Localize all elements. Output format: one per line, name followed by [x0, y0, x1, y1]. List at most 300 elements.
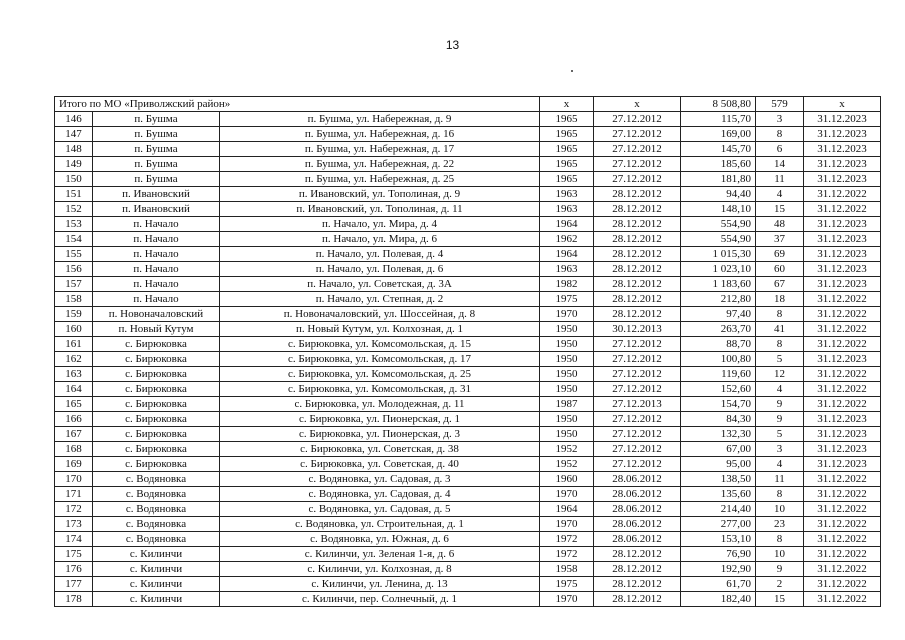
- area-cell: 95,00: [681, 457, 756, 472]
- deadline-cell: 31.12.2023: [804, 217, 881, 232]
- address-cell: с. Бирюковка, ул. Советская, д. 38: [220, 442, 540, 457]
- address-cell: с. Килинчи, ул. Колхозная, д. 8: [220, 562, 540, 577]
- table-row: [55, 112, 881, 127]
- residents-count-cell: 8: [756, 307, 804, 322]
- area-cell: 135,60: [681, 487, 756, 502]
- deadline-cell: 31.12.2022: [804, 472, 881, 487]
- year-built-cell: 1950: [540, 367, 594, 382]
- year-built-cell: 1972: [540, 547, 594, 562]
- year-built-cell: 1965: [540, 142, 594, 157]
- residents-count-cell: 60: [756, 262, 804, 277]
- deadline-cell: 31.12.2023: [804, 262, 881, 277]
- deadline-cell: 31.12.2022: [804, 562, 881, 577]
- residents-count-cell: 10: [756, 502, 804, 517]
- row-number-cell: 162: [55, 352, 93, 367]
- area-cell: 185,60: [681, 157, 756, 172]
- locality-cell: с. Водяновка: [93, 487, 220, 502]
- year-built-cell: 1960: [540, 472, 594, 487]
- deadline-cell: 31.12.2022: [804, 307, 881, 322]
- area-cell: 138,50: [681, 472, 756, 487]
- table-row: [55, 262, 881, 277]
- year-built-cell: 1963: [540, 202, 594, 217]
- deadline-cell: 31.12.2022: [804, 502, 881, 517]
- year-built-cell: 1965: [540, 112, 594, 127]
- residents-count-cell: 8: [756, 487, 804, 502]
- locality-cell: п. Бушма: [93, 157, 220, 172]
- table-row: [55, 562, 881, 577]
- row-number-cell: 160: [55, 322, 93, 337]
- area-cell: 263,70: [681, 322, 756, 337]
- deadline-cell: 31.12.2022: [804, 547, 881, 562]
- address-cell: с. Водяновка, ул. Садовая, д. 5: [220, 502, 540, 517]
- address-cell: п. Бушма, ул. Набережная, д. 16: [220, 127, 540, 142]
- area-cell: 76,90: [681, 547, 756, 562]
- table-row: [55, 142, 881, 157]
- table-row: [55, 442, 881, 457]
- residents-count-cell: 9: [756, 562, 804, 577]
- recognition-date-cell: 28.12.2012: [594, 232, 681, 247]
- recognition-date-cell: 27.12.2012: [594, 337, 681, 352]
- row-number-cell: 172: [55, 502, 93, 517]
- deadline-cell: 31.12.2022: [804, 187, 881, 202]
- area-cell: 94,40: [681, 187, 756, 202]
- deadline-cell: 31.12.2022: [804, 577, 881, 592]
- locality-cell: с. Водяновка: [93, 532, 220, 547]
- row-number-cell: 176: [55, 562, 93, 577]
- area-cell: 182,40: [681, 592, 756, 607]
- table-row: [55, 307, 881, 322]
- locality-cell: с. Килинчи: [93, 592, 220, 607]
- recognition-date-cell: 27.12.2013: [594, 397, 681, 412]
- year-built-cell: 1975: [540, 292, 594, 307]
- recognition-date-cell: 28.12.2012: [594, 547, 681, 562]
- year-built-cell: 1950: [540, 337, 594, 352]
- locality-cell: с. Килинчи: [93, 577, 220, 592]
- table-row: [55, 457, 881, 472]
- recognition-date-cell: 27.12.2012: [594, 112, 681, 127]
- table-row: [55, 322, 881, 337]
- residents-count-cell: 23: [756, 517, 804, 532]
- recognition-date-cell: 27.12.2012: [594, 382, 681, 397]
- row-number-cell: 161: [55, 337, 93, 352]
- year-built-cell: 1952: [540, 457, 594, 472]
- recognition-date-cell: 28.12.2012: [594, 592, 681, 607]
- locality-cell: с. Водяновка: [93, 502, 220, 517]
- residents-count-cell: 15: [756, 592, 804, 607]
- address-cell: с. Бирюковка, ул. Пионерская, д. 1: [220, 412, 540, 427]
- deadline-cell: 31.12.2022: [804, 202, 881, 217]
- deadline-cell: 31.12.2023: [804, 247, 881, 262]
- area-cell: 97,40: [681, 307, 756, 322]
- locality-cell: п. Бушма: [93, 172, 220, 187]
- residents-count-cell: 48: [756, 217, 804, 232]
- address-cell: п. Ивановский, ул. Тополиная, д. 11: [220, 202, 540, 217]
- year-built-cell: 1950: [540, 382, 594, 397]
- residents-count-cell: 41: [756, 322, 804, 337]
- deadline-cell: 31.12.2022: [804, 397, 881, 412]
- recognition-date-cell: 28.12.2012: [594, 217, 681, 232]
- row-number-cell: 175: [55, 547, 93, 562]
- recognition-date-cell: 27.12.2012: [594, 172, 681, 187]
- area-cell: 153,10: [681, 532, 756, 547]
- address-cell: п. Бушма, ул. Набережная, д. 9: [220, 112, 540, 127]
- row-number-cell: 153: [55, 217, 93, 232]
- address-cell: п. Начало, ул. Мира, д. 4: [220, 217, 540, 232]
- area-cell: 100,80: [681, 352, 756, 367]
- recognition-date-cell: 27.12.2012: [594, 142, 681, 157]
- locality-cell: с. Водяновка: [93, 472, 220, 487]
- recognition-date-cell: 27.12.2012: [594, 157, 681, 172]
- residents-count-cell: 4: [756, 457, 804, 472]
- total-deadline: x: [804, 97, 881, 112]
- deadline-cell: 31.12.2023: [804, 457, 881, 472]
- deadline-cell: 31.12.2023: [804, 427, 881, 442]
- address-cell: с. Водяновка, ул. Строительная, д. 1: [220, 517, 540, 532]
- deadline-cell: 31.12.2022: [804, 382, 881, 397]
- row-number-cell: 156: [55, 262, 93, 277]
- deadline-cell: 31.12.2023: [804, 412, 881, 427]
- address-cell: с. Водяновка, ул. Садовая, д. 4: [220, 487, 540, 502]
- recognition-date-cell: 28.06.2012: [594, 532, 681, 547]
- area-cell: 192,90: [681, 562, 756, 577]
- locality-cell: п. Бушма: [93, 142, 220, 157]
- recognition-date-cell: 28.12.2012: [594, 262, 681, 277]
- locality-cell: с. Бирюковка: [93, 427, 220, 442]
- area-cell: 88,70: [681, 337, 756, 352]
- locality-cell: п. Начало: [93, 262, 220, 277]
- locality-cell: п. Начало: [93, 292, 220, 307]
- address-cell: п. Новоначаловский, ул. Шоссейная, д. 8: [220, 307, 540, 322]
- year-built-cell: 1970: [540, 487, 594, 502]
- residents-count-cell: 3: [756, 112, 804, 127]
- table-row: [55, 517, 881, 532]
- address-cell: п. Новый Кутум, ул. Колхозная, д. 1: [220, 322, 540, 337]
- table-row: [55, 412, 881, 427]
- address-cell: п. Начало, ул. Советская, д. 3А: [220, 277, 540, 292]
- recognition-date-cell: 28.12.2012: [594, 277, 681, 292]
- address-cell: с. Килинчи, пер. Солнечный, д. 1: [220, 592, 540, 607]
- area-cell: 181,80: [681, 172, 756, 187]
- deadline-cell: 31.12.2022: [804, 367, 881, 382]
- table-row: [55, 352, 881, 367]
- area-cell: 61,70: [681, 577, 756, 592]
- row-number-cell: 146: [55, 112, 93, 127]
- area-cell: 119,60: [681, 367, 756, 382]
- residents-count-cell: 8: [756, 337, 804, 352]
- deadline-cell: 31.12.2022: [804, 532, 881, 547]
- recognition-date-cell: 27.12.2012: [594, 127, 681, 142]
- deadline-cell: 31.12.2022: [804, 592, 881, 607]
- table-row: [55, 382, 881, 397]
- locality-cell: п. Начало: [93, 217, 220, 232]
- area-cell: 115,70: [681, 112, 756, 127]
- residents-count-cell: 15: [756, 202, 804, 217]
- address-cell: с. Бирюковка, ул. Молодежная, д. 11: [220, 397, 540, 412]
- address-cell: с. Бирюковка, ул. Комсомольская, д. 31: [220, 382, 540, 397]
- address-cell: п. Начало, ул. Полевая, д. 6: [220, 262, 540, 277]
- deadline-cell: 31.12.2023: [804, 157, 881, 172]
- year-built-cell: 1950: [540, 427, 594, 442]
- locality-cell: п. Начало: [93, 247, 220, 262]
- table-row: [55, 397, 881, 412]
- year-built-cell: 1970: [540, 592, 594, 607]
- recognition-date-cell: 28.12.2012: [594, 187, 681, 202]
- total-row: [55, 97, 881, 112]
- table-row: [55, 427, 881, 442]
- recognition-date-cell: 27.12.2012: [594, 427, 681, 442]
- deadline-cell: 31.12.2022: [804, 292, 881, 307]
- address-cell: п. Бушма, ул. Набережная, д. 25: [220, 172, 540, 187]
- recognition-date-cell: 28.12.2012: [594, 307, 681, 322]
- address-cell: с. Бирюковка, ул. Комсомольская, д. 17: [220, 352, 540, 367]
- row-number-cell: 157: [55, 277, 93, 292]
- housing-registry-table: [54, 96, 881, 607]
- scan-speck: [571, 70, 573, 72]
- row-number-cell: 149: [55, 157, 93, 172]
- area-cell: 1 183,60: [681, 277, 756, 292]
- residents-count-cell: 18: [756, 292, 804, 307]
- area-cell: 154,70: [681, 397, 756, 412]
- residents-count-cell: 67: [756, 277, 804, 292]
- residents-count-cell: 4: [756, 382, 804, 397]
- locality-cell: п. Начало: [93, 232, 220, 247]
- deadline-cell: 31.12.2023: [804, 172, 881, 187]
- year-built-cell: 1963: [540, 187, 594, 202]
- address-cell: п. Начало, ул. Полевая, д. 4: [220, 247, 540, 262]
- deadline-cell: 31.12.2022: [804, 487, 881, 502]
- table-row: [55, 277, 881, 292]
- row-number-cell: 171: [55, 487, 93, 502]
- locality-cell: с. Бирюковка: [93, 367, 220, 382]
- address-cell: с. Водяновка, ул. Садовая, д. 3: [220, 472, 540, 487]
- deadline-cell: 31.12.2022: [804, 337, 881, 352]
- year-built-cell: 1964: [540, 247, 594, 262]
- total-date: x: [594, 97, 681, 112]
- area-cell: 145,70: [681, 142, 756, 157]
- year-built-cell: 1952: [540, 442, 594, 457]
- row-number-cell: 148: [55, 142, 93, 157]
- total-area: 8 508,80: [681, 97, 756, 112]
- locality-cell: п. Бушма: [93, 112, 220, 127]
- row-number-cell: 147: [55, 127, 93, 142]
- row-number-cell: 164: [55, 382, 93, 397]
- locality-cell: п. Ивановский: [93, 202, 220, 217]
- deadline-cell: 31.12.2022: [804, 517, 881, 532]
- deadline-cell: 31.12.2023: [804, 442, 881, 457]
- year-built-cell: 1950: [540, 412, 594, 427]
- area-cell: 554,90: [681, 217, 756, 232]
- deadline-cell: 31.12.2023: [804, 277, 881, 292]
- recognition-date-cell: 27.12.2012: [594, 367, 681, 382]
- row-number-cell: 174: [55, 532, 93, 547]
- address-cell: п. Ивановский, ул. Тополиная, д. 9: [220, 187, 540, 202]
- area-cell: 277,00: [681, 517, 756, 532]
- locality-cell: с. Бирюковка: [93, 457, 220, 472]
- row-number-cell: 151: [55, 187, 93, 202]
- deadline-cell: 31.12.2023: [804, 112, 881, 127]
- table-row: [55, 232, 881, 247]
- residents-count-cell: 14: [756, 157, 804, 172]
- table-row: [55, 547, 881, 562]
- area-cell: 84,30: [681, 412, 756, 427]
- area-cell: 214,40: [681, 502, 756, 517]
- row-number-cell: 150: [55, 172, 93, 187]
- recognition-date-cell: 28.12.2012: [594, 247, 681, 262]
- locality-cell: с. Бирюковка: [93, 337, 220, 352]
- row-number-cell: 152: [55, 202, 93, 217]
- locality-cell: с. Бирюковка: [93, 397, 220, 412]
- table-row: [55, 172, 881, 187]
- locality-cell: п. Бушма: [93, 127, 220, 142]
- area-cell: 169,00: [681, 127, 756, 142]
- row-number-cell: 177: [55, 577, 93, 592]
- year-built-cell: 1982: [540, 277, 594, 292]
- table-row: [55, 247, 881, 262]
- locality-cell: с. Бирюковка: [93, 442, 220, 457]
- locality-cell: п. Новый Кутум: [93, 322, 220, 337]
- row-number-cell: 155: [55, 247, 93, 262]
- table-row: [55, 367, 881, 382]
- deadline-cell: 31.12.2022: [804, 322, 881, 337]
- year-built-cell: 1965: [540, 172, 594, 187]
- address-cell: п. Начало, ул. Мира, д. 6: [220, 232, 540, 247]
- table-row: [55, 187, 881, 202]
- recognition-date-cell: 27.12.2012: [594, 412, 681, 427]
- area-cell: 212,80: [681, 292, 756, 307]
- row-number-cell: 170: [55, 472, 93, 487]
- row-number-cell: 163: [55, 367, 93, 382]
- year-built-cell: 1965: [540, 127, 594, 142]
- locality-cell: с. Бирюковка: [93, 412, 220, 427]
- residents-count-cell: 5: [756, 427, 804, 442]
- residents-count-cell: 11: [756, 172, 804, 187]
- page-number: 13: [445, 38, 460, 52]
- row-number-cell: 178: [55, 592, 93, 607]
- year-built-cell: 1958: [540, 562, 594, 577]
- area-cell: 1 023,10: [681, 262, 756, 277]
- recognition-date-cell: 28.12.2012: [594, 577, 681, 592]
- locality-cell: п. Ивановский: [93, 187, 220, 202]
- table-row: [55, 292, 881, 307]
- year-built-cell: 1970: [540, 517, 594, 532]
- recognition-date-cell: 27.12.2012: [594, 442, 681, 457]
- area-cell: 67,00: [681, 442, 756, 457]
- area-cell: 148,10: [681, 202, 756, 217]
- residents-count-cell: 8: [756, 127, 804, 142]
- locality-cell: с. Килинчи: [93, 562, 220, 577]
- row-number-cell: 167: [55, 427, 93, 442]
- address-cell: с. Бирюковка, ул. Советская, д. 40: [220, 457, 540, 472]
- residents-count-cell: 9: [756, 397, 804, 412]
- recognition-date-cell: 28.06.2012: [594, 517, 681, 532]
- year-built-cell: 1950: [540, 352, 594, 367]
- address-cell: п. Бушма, ул. Набережная, д. 17: [220, 142, 540, 157]
- row-number-cell: 158: [55, 292, 93, 307]
- row-number-cell: 166: [55, 412, 93, 427]
- residents-count-cell: 37: [756, 232, 804, 247]
- address-cell: с. Бирюковка, ул. Комсомольская, д. 25: [220, 367, 540, 382]
- recognition-date-cell: 28.12.2012: [594, 292, 681, 307]
- recognition-date-cell: 30.12.2013: [594, 322, 681, 337]
- year-built-cell: 1970: [540, 307, 594, 322]
- table-row: [55, 157, 881, 172]
- recognition-date-cell: 28.12.2012: [594, 202, 681, 217]
- table-row: [55, 127, 881, 142]
- recognition-date-cell: 27.12.2012: [594, 352, 681, 367]
- total-count: 579: [756, 97, 804, 112]
- row-number-cell: 154: [55, 232, 93, 247]
- year-built-cell: 1962: [540, 232, 594, 247]
- table-row: [55, 217, 881, 232]
- area-cell: 554,90: [681, 232, 756, 247]
- recognition-date-cell: 28.06.2012: [594, 502, 681, 517]
- year-built-cell: 1987: [540, 397, 594, 412]
- row-number-cell: 165: [55, 397, 93, 412]
- table-row: [55, 337, 881, 352]
- table-row: [55, 577, 881, 592]
- row-number-cell: 173: [55, 517, 93, 532]
- residents-count-cell: 8: [756, 532, 804, 547]
- table-row: [55, 202, 881, 217]
- residents-count-cell: 3: [756, 442, 804, 457]
- area-cell: 1 015,30: [681, 247, 756, 262]
- residents-count-cell: 10: [756, 547, 804, 562]
- year-built-cell: 1950: [540, 322, 594, 337]
- recognition-date-cell: 28.12.2012: [594, 562, 681, 577]
- deadline-cell: 31.12.2023: [804, 232, 881, 247]
- address-cell: с. Килинчи, ул. Зеленая 1-я, д. 6: [220, 547, 540, 562]
- deadline-cell: 31.12.2023: [804, 352, 881, 367]
- row-number-cell: 169: [55, 457, 93, 472]
- deadline-cell: 31.12.2023: [804, 142, 881, 157]
- locality-cell: с. Килинчи: [93, 547, 220, 562]
- locality-cell: с. Водяновка: [93, 517, 220, 532]
- residents-count-cell: 6: [756, 142, 804, 157]
- address-cell: с. Бирюковка, ул. Комсомольская, д. 15: [220, 337, 540, 352]
- locality-cell: п. Новоначаловский: [93, 307, 220, 322]
- address-cell: с. Килинчи, ул. Ленина, д. 13: [220, 577, 540, 592]
- year-built-cell: 1963: [540, 262, 594, 277]
- recognition-date-cell: 28.06.2012: [594, 472, 681, 487]
- table-row: [55, 472, 881, 487]
- locality-cell: с. Бирюковка: [93, 352, 220, 367]
- address-cell: с. Водяновка, ул. Южная, д. 6: [220, 532, 540, 547]
- year-built-cell: 1964: [540, 217, 594, 232]
- table-row: [55, 592, 881, 607]
- year-built-cell: 1965: [540, 157, 594, 172]
- residents-count-cell: 2: [756, 577, 804, 592]
- locality-cell: п. Начало: [93, 277, 220, 292]
- recognition-date-cell: 28.06.2012: [594, 487, 681, 502]
- residents-count-cell: 5: [756, 352, 804, 367]
- area-cell: 132,30: [681, 427, 756, 442]
- row-number-cell: 159: [55, 307, 93, 322]
- deadline-cell: 31.12.2023: [804, 127, 881, 142]
- table-row: [55, 487, 881, 502]
- total-label: Итого по МО «Приволжский район»: [55, 97, 540, 112]
- residents-count-cell: 11: [756, 472, 804, 487]
- address-cell: с. Бирюковка, ул. Пионерская, д. 3: [220, 427, 540, 442]
- residents-count-cell: 4: [756, 187, 804, 202]
- recognition-date-cell: 27.12.2012: [594, 457, 681, 472]
- residents-count-cell: 9: [756, 412, 804, 427]
- area-cell: 152,60: [681, 382, 756, 397]
- residents-count-cell: 12: [756, 367, 804, 382]
- table-row: [55, 502, 881, 517]
- year-built-cell: 1964: [540, 502, 594, 517]
- year-built-cell: 1975: [540, 577, 594, 592]
- row-number-cell: 168: [55, 442, 93, 457]
